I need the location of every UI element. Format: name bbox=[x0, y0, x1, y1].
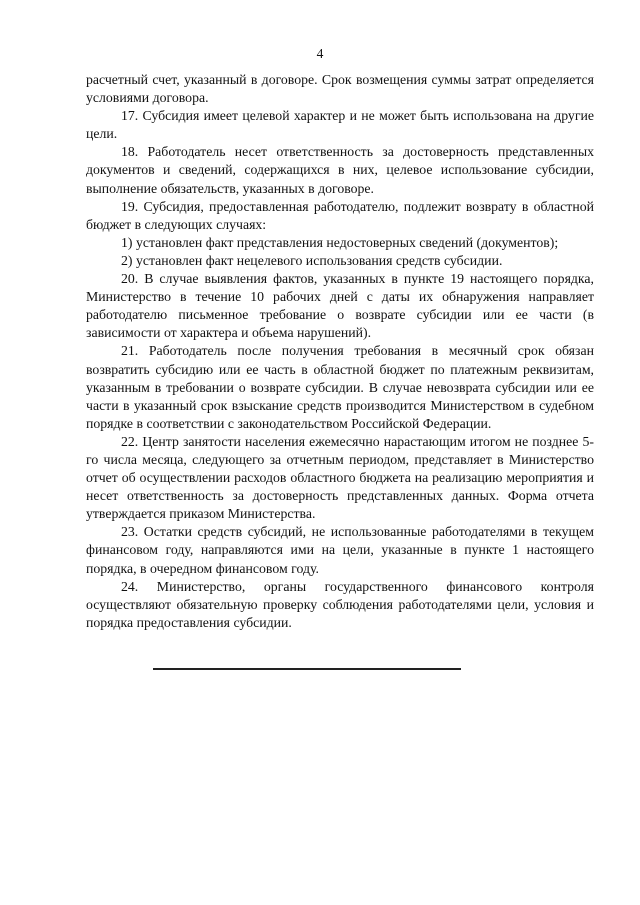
paragraph-20: 20. В случае выявления фактов, указанных в пункте 19 настоящего порядка, Министерство в течение 10 рабочих дней с даты их обнаружения направляет работодателю письменное требование о возврате субсидии или ее части (в зависимости от характера и объема нарушений). bbox=[86, 271, 594, 341]
paragraph-24: 24. Министерство, органы государственного финансового контроля осуществляют обязательную проверку соблюдения работодателями цели, условия и порядка предоставления субсидии. bbox=[86, 578, 594, 630]
paragraph-19: 19. Субсидия, предоставленная работодателю, подлежит возврату в областной бюджет в следующих случаях: bbox=[86, 198, 594, 232]
page-number: 4 bbox=[316, 46, 324, 61]
paragraph-23: 23. Остатки средств субсидий, не использованные работодателями в текущем финансовом году, направляются ими на цели, указанные в пункте 1 настоящего порядка, в очередном финансовом году. bbox=[86, 524, 594, 576]
document-body bbox=[86, 71, 594, 632]
end-divider-line bbox=[153, 668, 461, 670]
paragraph-continuation: расчетный счет, указанный в договоре. Срок возмещения суммы затрат определяется условиями договора. bbox=[86, 72, 594, 106]
paragraph-18: 18. Работодатель несет ответственность за достоверность представленных документов и сведений, содержащихся в них, целевое использование субсидии, выполнение обязательств, указанных в договоре. bbox=[86, 144, 594, 196]
paragraph-19-item-2: 2) установлен факт нецелевого использования средств субсидии. bbox=[121, 252, 503, 268]
paragraph-17: 17. Субсидия имеет целевой характер и не может быть использована на другие цели. bbox=[86, 108, 594, 142]
paragraph-22: 22. Центр занятости населения ежемесячно нарастающим итогом не позднее 5-го числа месяца, следующего за отчетным периодом, представляет в Министерство отчет об осуществлении расходов областного бюджета на реализацию мероприятия и несет ответственность за достоверность представленных данных. Форма отчета утверждается приказом Министерства. bbox=[86, 433, 594, 522]
paragraph-19-item-1: 1) установлен факт представления недостоверных сведений (документов); bbox=[121, 234, 559, 250]
paragraph-21: 21. Работодатель после получения требования в месячный срок обязан возвратить субсидию или ее часть в областной бюджет по платежным реквизитам, указанным в требовании о возврате субсидии. В случае невозврата субсидии или ее части в указанный срок взыскание средств производится Министерством в судебном порядке в соответствии с законодательством Российской Федерации. bbox=[86, 343, 594, 431]
